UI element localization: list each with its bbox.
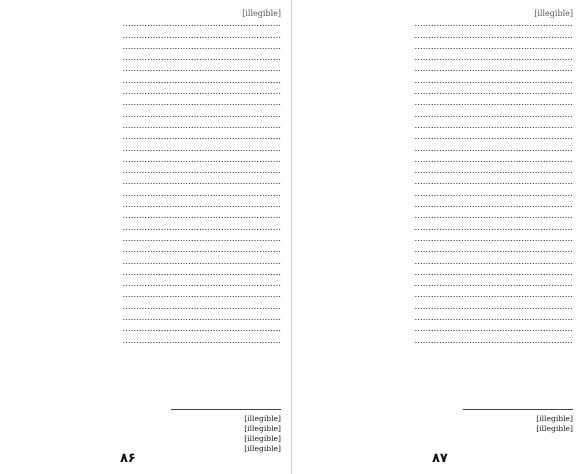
body-line: ..........................................................: [122, 222, 281, 233]
body-line: ..........................................................: [122, 19, 281, 30]
body-line: ..........................................................: [122, 30, 281, 41]
footnote-line: [illegible]: [536, 424, 573, 433]
footnote-line: [illegible]: [244, 424, 281, 433]
left-page-body: [14, 8, 281, 403]
body-line: ..........................................................: [414, 64, 573, 75]
body-line: ..........................................................: [414, 109, 573, 120]
body-line: ..........................................................: [122, 64, 281, 75]
right-footnotes: [302, 414, 573, 434]
body-line: ..........................................................: [414, 19, 573, 30]
body-line: ..........................................................: [414, 200, 573, 211]
body-line: ..........................................................: [414, 188, 573, 199]
body-line: ..........................................................: [122, 75, 281, 86]
body-line: [illegible]: [534, 9, 573, 18]
body-line: ..........................................................: [122, 313, 281, 324]
left-footnote-rule: [171, 409, 281, 410]
body-line: ..........................................................: [122, 256, 281, 267]
body-line: ..........................................................: [414, 41, 573, 52]
body-line: ..........................................................: [122, 335, 281, 346]
body-line: ..........................................................: [122, 211, 281, 222]
body-line: ..........................................................: [122, 98, 281, 109]
body-line: ..........................................................: [122, 87, 281, 98]
body-line: ..........................................................: [414, 211, 573, 222]
body-line: ..........................................................: [414, 324, 573, 335]
body-line: ..........................................................: [122, 109, 281, 120]
body-line: ..........................................................: [414, 98, 573, 109]
body-line: ..........................................................: [122, 166, 281, 177]
body-line: ..........................................................: [122, 143, 281, 154]
body-line: ..........................................................: [414, 290, 573, 301]
body-line: ..........................................................: [414, 267, 573, 278]
body-line: ..........................................................: [122, 301, 281, 312]
body-line: ..........................................................: [414, 120, 573, 131]
body-line: ..........................................................: [414, 143, 573, 154]
body-line: ..........................................................: [414, 233, 573, 244]
body-line: ..........................................................: [414, 245, 573, 256]
body-line: ..........................................................: [122, 53, 281, 64]
body-line: ..........................................................: [122, 132, 281, 143]
body-line: ..........................................................: [414, 154, 573, 165]
footnote-line: [illegible]: [244, 434, 281, 443]
body-line: ..........................................................: [414, 335, 573, 346]
right-page-body: [302, 8, 573, 403]
body-line: ..........................................................: [414, 53, 573, 64]
body-line: ..........................................................: [414, 177, 573, 188]
body-line: ..........................................................: [414, 301, 573, 312]
body-line: ..........................................................: [414, 75, 573, 86]
body-line: ..........................................................: [414, 166, 573, 177]
footnote-line: [illegible]: [536, 414, 573, 423]
body-line: ..........................................................: [414, 222, 573, 233]
body-line: ..........................................................: [122, 200, 281, 211]
left-page: [0, 0, 292, 474]
body-line: ..........................................................: [414, 87, 573, 98]
body-line: ..........................................................: [414, 132, 573, 143]
body-line: ..........................................................: [414, 30, 573, 41]
right-page: [292, 0, 587, 474]
body-line: ..........................................................: [122, 279, 281, 290]
body-line: ..........................................................: [122, 245, 281, 256]
body-line: ..........................................................: [122, 324, 281, 335]
left-page-number: ۸۶: [120, 450, 136, 466]
body-line: ..........................................................: [122, 177, 281, 188]
body-line: ..........................................................: [122, 290, 281, 301]
footnote-line: [illegible]: [244, 444, 281, 453]
body-line: ..........................................................: [122, 267, 281, 278]
body-line: ..........................................................: [122, 233, 281, 244]
left-footnotes: [14, 414, 281, 454]
footnote-line: [illegible]: [244, 414, 281, 423]
body-line: ..........................................................: [122, 188, 281, 199]
body-line: ..........................................................: [414, 279, 573, 290]
body-line: ..........................................................: [122, 120, 281, 131]
body-line: ..........................................................: [122, 41, 281, 52]
right-page-number: ۸۷: [432, 450, 448, 466]
right-footnote-rule: [463, 409, 573, 410]
body-line: [illegible]: [242, 9, 281, 18]
body-line: ..........................................................: [414, 313, 573, 324]
body-line: ..........................................................: [414, 256, 573, 267]
body-line: ..........................................................: [122, 154, 281, 165]
